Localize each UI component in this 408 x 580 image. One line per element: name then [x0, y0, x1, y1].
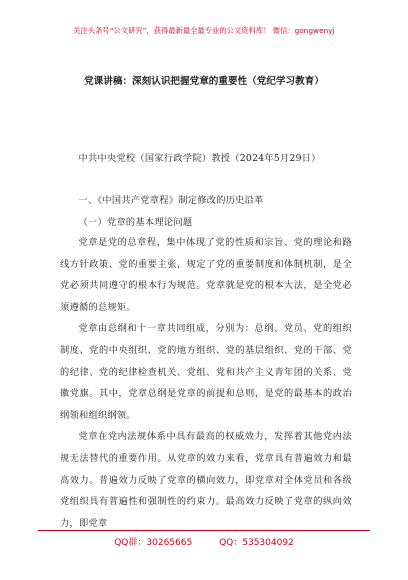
subsection-heading: （一）党章的基本理论问题	[78, 216, 193, 228]
footer-contact	[0, 535, 408, 548]
body-paragraphs	[60, 232, 352, 534]
footer-divider	[38, 530, 370, 531]
paragraph: 党章在党内法规体系中具有最高的权威效力，发挥着其他党内法规无法替代的重要作用。从党章的效力来看，党章具有普遍效力和最高效力。普遍效力反映了党章的横向效力，即党章对全体党员和各级党组织具有普遍性和强制性的约束力。最高效力反映了党章的纵向效力，即党章	[60, 431, 352, 529]
paragraph: 党章由总纲和十一章共同组成，分别为：总纲、党员、党的组织制度、党的中央组织、党的地方组织、党的基层组织、党的干部、党的纪律、党的纪律检查机关、党组、党和共产主义青年团的关系、党徽党旗。其中，党章总纲是党章的前提和总则，是党的最基本的政治纲领和组织纲领。	[60, 323, 352, 421]
paragraph: 党章是党的总章程，集中体现了党的性质和宗旨、党的理论和路线方针政策、党的重要主张，规定了党的重要制度和体制机制，是全党必须共同遵守的根本行为规范。党章就是党的根本大法，是全党必须遵循的总规矩。	[60, 237, 352, 313]
author-line-block	[60, 148, 352, 170]
section-headings	[60, 190, 352, 233]
author-line: 中共中央党校（国家行政学院）教授（2024年5月29日）	[78, 153, 321, 164]
header-banner: 关注头条号“公文研究”，获得最新最全最专业的公文资料库！ 微信：gongwenyj	[73, 26, 335, 35]
document-title: 党课讲稿：深刻认识把握党章的重要性（党纪学习教育）	[84, 76, 324, 87]
section-heading: 一、《中国共产党章程》制定修改的历史沿革	[78, 195, 264, 206]
footer-qq: QQ：535304092	[219, 538, 294, 548]
footer-qq-group: QQ群：30265665	[114, 538, 193, 548]
